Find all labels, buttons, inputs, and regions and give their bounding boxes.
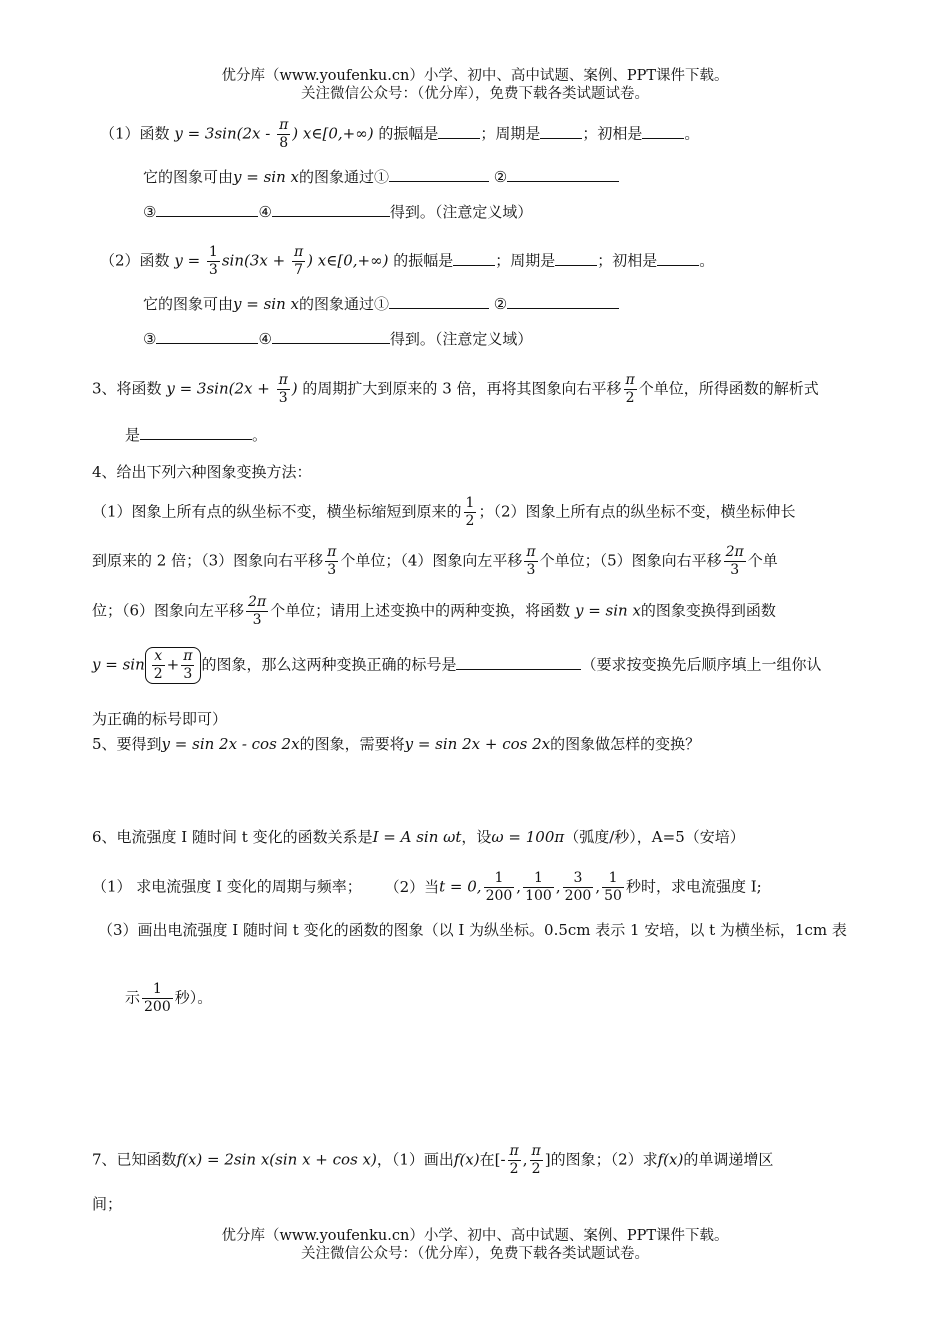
answer-blank[interactable] bbox=[657, 251, 699, 266]
answer-blank[interactable] bbox=[272, 329, 390, 344]
q2-1-line-1: （1）函数 y = 3sin(2x - $\frac{\pi}{8}$ ) x∈[0,+∞) 的振幅是 ；周期是 ；初相是 。 bbox=[100, 117, 700, 151]
q6-line-1: 6、电流强度 I 随时间 t 变化的函数关系是I = A sin ωt，设ω = 100π（弧度/秒），A=5（安培） bbox=[92, 828, 745, 846]
q5-line: 5、要得到y = sin 2x - cos 2x的图象，需要将y = sin 2x + cos 2x的图象做怎样的变换？ bbox=[92, 735, 701, 753]
footer-line-1: 优分库（www.youfenku.cn）小学、初中、高中试题、案例、PPT课件下载。 bbox=[221, 1228, 729, 1244]
answer-blank[interactable] bbox=[642, 124, 684, 139]
q6-line-3: （3）画出电流强度 I 随时间 t 变化的函数的图象（以 I 为纵坐标。0.5cm 表示 1 安培，以 t 为横坐标，1cm 表 bbox=[98, 921, 847, 939]
q6-line-4: 示 $\frac{1}{200}$ 秒）。 bbox=[125, 981, 213, 1015]
fraction: $\frac{\pi}{8}$ bbox=[279, 117, 289, 151]
answer-blank[interactable] bbox=[389, 167, 489, 182]
answer-blank[interactable] bbox=[453, 251, 495, 266]
q3-line-2: 是 。 bbox=[125, 426, 268, 444]
answer-blank[interactable] bbox=[555, 251, 597, 266]
answer-blank[interactable] bbox=[507, 294, 619, 309]
header-line-2: 关注微信公众号：（优分库），免费下载各类试题试卷。 bbox=[301, 86, 649, 102]
answer-blank[interactable] bbox=[507, 167, 619, 182]
answer-blank[interactable] bbox=[156, 329, 258, 344]
q2-2-line-2: 它的图象可由y = sin x的图象通过① ② bbox=[143, 293, 884, 315]
q7-line-1: 7、已知函数f(x) = 2sin x(sin x + cos x)，（1）画出f(x)在[- $\frac{\pi}{2}$ , $\frac{\pi}{2}$ ]的图象；（2）求f(x)的单调递增区 bbox=[92, 1143, 774, 1177]
header-line-1: 优分库（www.youfenku.cn）小学、初中、高中试题、案例、PPT课件下载。 bbox=[221, 68, 729, 84]
answer-blank[interactable] bbox=[156, 202, 258, 217]
answer-blank[interactable] bbox=[540, 124, 582, 139]
q4-line-5: 为正确的标号即可） bbox=[92, 710, 228, 728]
q2-2-line-3: ③ ④ 得到。（注意定义域） bbox=[143, 330, 533, 348]
q4-title: 4、给出下列六种图象变换方法： bbox=[92, 463, 312, 481]
q4-line-3: 位；（6）图象向左平移 $\frac{2\pi}{3}$ 个单位；请用上述变换中的两种变换，将函数 y = sin x的图象变换得到函数 bbox=[92, 594, 776, 628]
answer-blank[interactable] bbox=[272, 202, 390, 217]
answer-blank[interactable] bbox=[140, 425, 252, 440]
q3-line-1: 3、将函数 y = 3sin(2x + $\frac{\pi}{3}$ ) 的周期扩大到原来的 3 倍，再将其图象向右平移 $\frac{\pi}{2}$ 个单位，所得函数的解析式 bbox=[92, 372, 819, 406]
q2-2-line-1: （2）函数 y = $\frac{1}{3}$ sin(3x + $\frac{\pi}{7}$ ) x∈[0,+∞) 的振幅是 ；周期是 ；初相是 。 bbox=[100, 244, 715, 278]
q7-line-2: 间； bbox=[92, 1195, 123, 1213]
footer-line-2: 关注微信公众号：（优分库），免费下载各类试题试卷。 bbox=[301, 1246, 649, 1262]
answer-blank[interactable] bbox=[389, 294, 489, 309]
q2-1-line-3: ③ ④ 得到。（注意定义域） bbox=[143, 203, 533, 221]
answer-blank[interactable] bbox=[456, 655, 581, 670]
q4-line-4: y = sin $\frac{x}{2}$ + $\frac{\pi}{3}$ 的图象，那么这两种变换正确的标号是 （要求按变换先后顺序填上一组你认 bbox=[92, 648, 822, 682]
q6-line-2: （1） 求电流强度 I 变化的周期与频率； （2）当t = 0, $\frac{1}{200}$ , $\frac{1}{100}$ , $\frac{3}{200}$ , $\frac{1}{50}$ 秒时，求电流强度 I; bbox=[92, 870, 762, 904]
answer-blank[interactable] bbox=[438, 124, 480, 139]
q4-line-1: （1）图象上所有点的纵坐标不变，横坐标缩短到原来的 $\frac{1}{2}$ ；（2）图象上所有点的纵坐标不变，横坐标伸长 bbox=[92, 495, 796, 529]
q4-line-2: 到原来的 2 倍；（3）图象向右平移 $\frac{\pi}{3}$ 个单位；（4）图象向左平移 $\frac{\pi}{3}$ 个单位；（5）图象向右平移 $\frac{2\pi}{3}$ 个单 bbox=[92, 544, 778, 578]
q2-1-line-2: 它的图象可由y = sin x的图象通过① ② bbox=[143, 166, 884, 188]
